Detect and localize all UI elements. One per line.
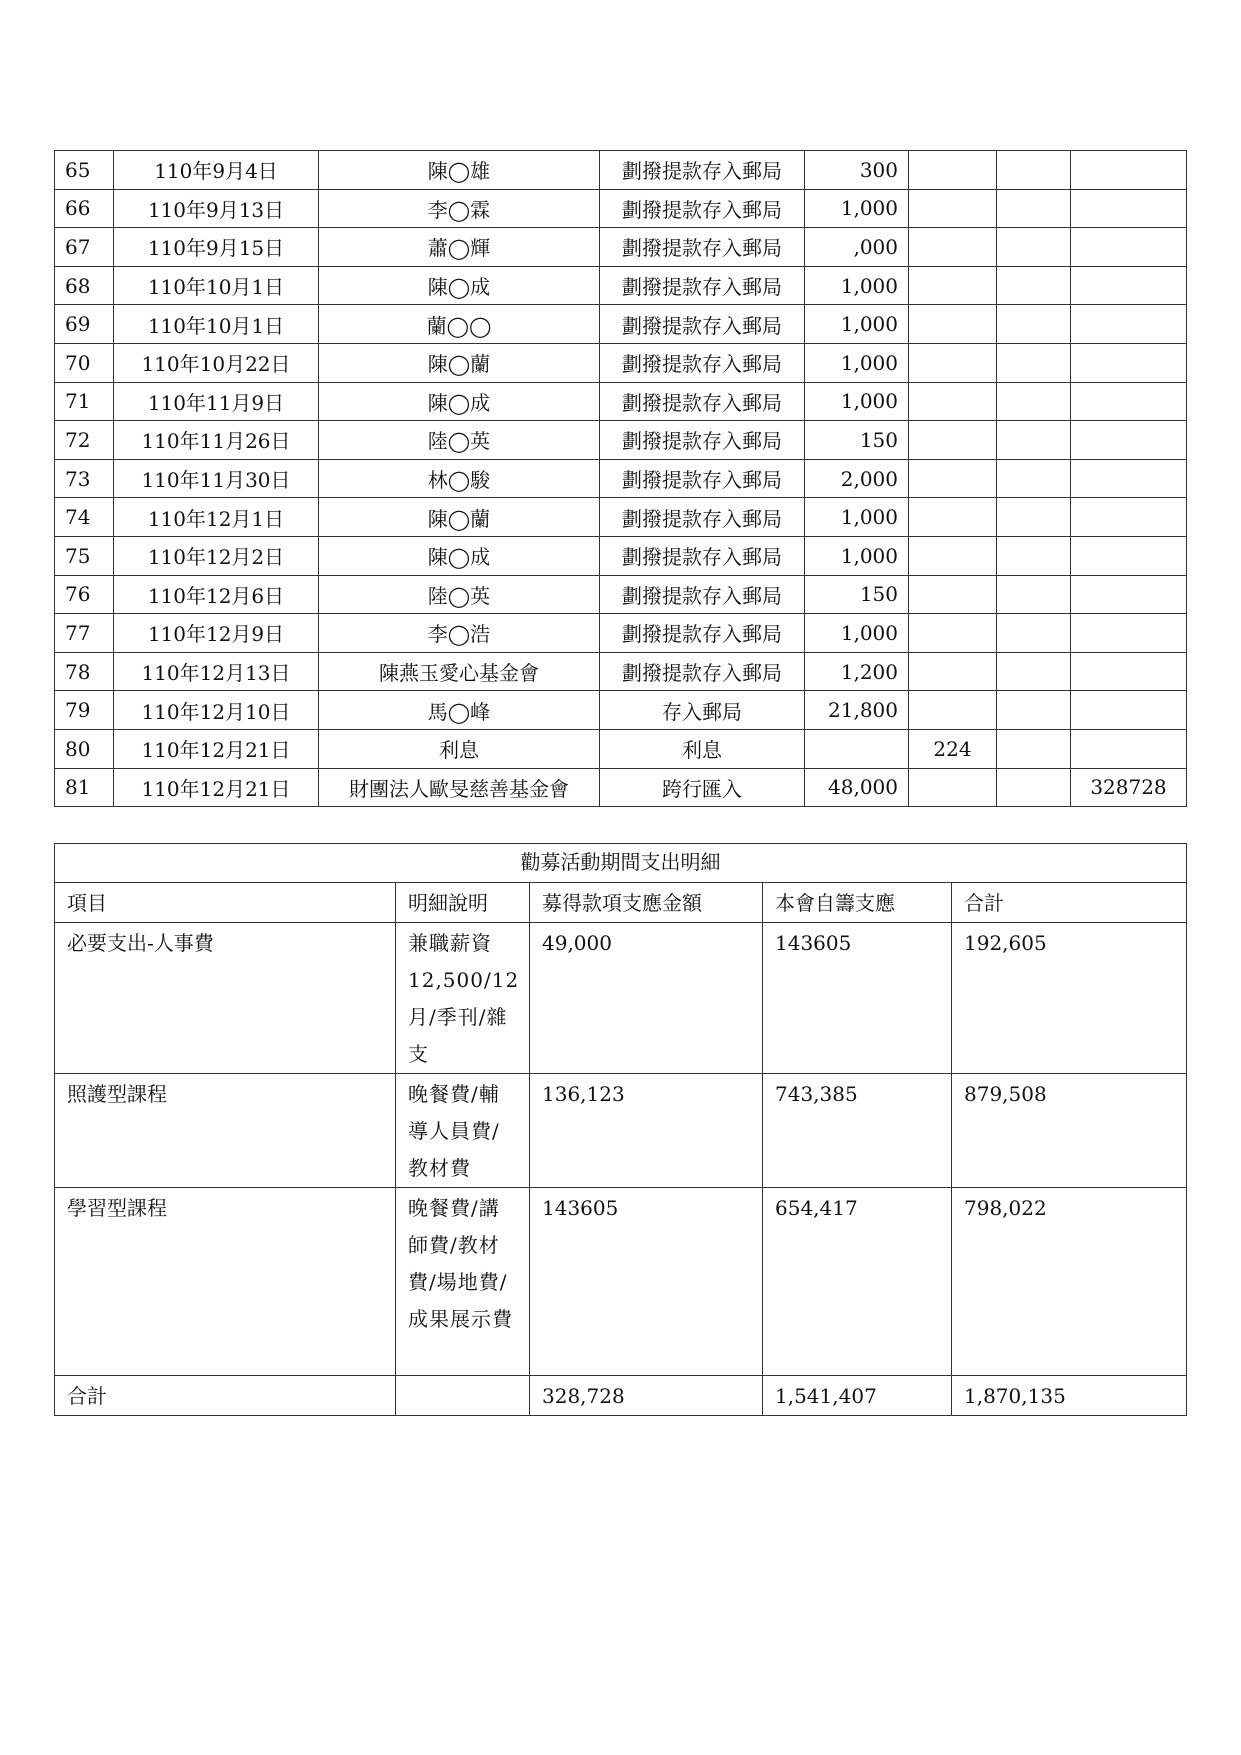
- donor-name: 陳燕玉愛心基金會: [319, 652, 600, 691]
- donor-name: 陳◯蘭: [319, 343, 600, 382]
- running-total: [1071, 614, 1187, 653]
- donation-date: 110年12月10日: [114, 691, 319, 730]
- table-row: [55, 382, 1187, 421]
- expense-row: [55, 1074, 1187, 1188]
- interest-amount: [909, 498, 997, 537]
- expense-table: [54, 843, 1187, 1416]
- interest-amount: [909, 305, 997, 344]
- payment-method: 劃撥提款存入郵局: [600, 189, 805, 228]
- interest-amount: [909, 652, 997, 691]
- blank-cell: [997, 459, 1071, 498]
- payment-method: 利息: [600, 729, 805, 768]
- donor-name: 陳◯成: [319, 266, 600, 305]
- payment-method: 劃撥提款存入郵局: [600, 228, 805, 267]
- table-row: [55, 189, 1187, 228]
- expense-desc: 晚餐費/講師費/教材費/場地費/成果展示費: [396, 1188, 530, 1376]
- table-row: [55, 768, 1187, 807]
- blank-cell: [997, 266, 1071, 305]
- payment-method: 劃撥提款存入郵局: [600, 343, 805, 382]
- donation-amount: 21,800: [805, 691, 909, 730]
- donation-number: 69: [55, 305, 114, 344]
- blank-cell: [997, 652, 1071, 691]
- donation-number: 74: [55, 498, 114, 537]
- donation-date: 110年12月9日: [114, 614, 319, 653]
- payment-method: 劃撥提款存入郵局: [600, 421, 805, 460]
- blank-cell: [997, 498, 1071, 537]
- blank-cell: [997, 228, 1071, 267]
- running-total: [1071, 498, 1187, 537]
- donation-number: 68: [55, 266, 114, 305]
- donation-amount: 1,000: [805, 614, 909, 653]
- donation-number: 76: [55, 575, 114, 614]
- payment-method: 劃撥提款存入郵局: [600, 459, 805, 498]
- interest-amount: [909, 614, 997, 653]
- blank-cell: [997, 536, 1071, 575]
- donation-date: 110年11月26日: [114, 421, 319, 460]
- donation-number: 71: [55, 382, 114, 421]
- running-total: [1071, 729, 1187, 768]
- expense-item: 照護型課程: [55, 1074, 396, 1188]
- interest-amount: [909, 266, 997, 305]
- expense-desc: 晚餐費/輔導人員費/教材費: [396, 1074, 530, 1188]
- running-total: [1071, 652, 1187, 691]
- table-row: [55, 652, 1187, 691]
- table-row: [55, 151, 1187, 190]
- running-total: [1071, 266, 1187, 305]
- header-desc: 明細說明: [396, 883, 530, 923]
- donation-date: 110年10月1日: [114, 305, 319, 344]
- expense-item: 學習型課程: [55, 1188, 396, 1376]
- expense-table-title: 勸募活動期間支出明細: [55, 844, 1187, 883]
- expense-header-row: [55, 883, 1187, 923]
- header-total: 合計: [952, 883, 1187, 923]
- interest-amount: [909, 151, 997, 190]
- donation-table: [54, 150, 1187, 807]
- donor-name: 蘭◯◯: [319, 305, 600, 344]
- table-row: [55, 421, 1187, 460]
- payment-method: 劃撥提款存入郵局: [600, 652, 805, 691]
- donor-name: 陸◯英: [319, 421, 600, 460]
- blank-cell: [997, 729, 1071, 768]
- expense-self: 654,417: [763, 1188, 952, 1376]
- donation-amount: [805, 729, 909, 768]
- donation-number: 78: [55, 652, 114, 691]
- donation-date: 110年12月21日: [114, 729, 319, 768]
- donation-date: 110年11月30日: [114, 459, 319, 498]
- donor-name: 陳◯成: [319, 536, 600, 575]
- interest-amount: [909, 459, 997, 498]
- total-grand: 1,870,135: [952, 1376, 1187, 1416]
- donation-date: 110年12月21日: [114, 768, 319, 807]
- table-row: [55, 536, 1187, 575]
- running-total: [1071, 305, 1187, 344]
- total-raised: 328,728: [530, 1376, 763, 1416]
- table-row: [55, 729, 1187, 768]
- running-total: [1071, 151, 1187, 190]
- interest-amount: 224: [909, 729, 997, 768]
- payment-method: 跨行匯入: [600, 768, 805, 807]
- donation-amount: 1,000: [805, 266, 909, 305]
- donation-date: 110年9月15日: [114, 228, 319, 267]
- table-row: [55, 614, 1187, 653]
- blank-cell: [997, 421, 1071, 460]
- running-total: [1071, 343, 1187, 382]
- running-total: [1071, 421, 1187, 460]
- donor-name: 蕭◯輝: [319, 228, 600, 267]
- running-total: [1071, 691, 1187, 730]
- expense-raised: 143605: [530, 1188, 763, 1376]
- donation-number: 75: [55, 536, 114, 575]
- blank-cell: [997, 768, 1071, 807]
- total-label: 合計: [55, 1376, 396, 1416]
- donor-name: 李◯霖: [319, 189, 600, 228]
- donation-number: 79: [55, 691, 114, 730]
- donor-name: 陳◯雄: [319, 151, 600, 190]
- table-row: [55, 305, 1187, 344]
- donation-date: 110年10月22日: [114, 343, 319, 382]
- payment-method: 劃撥提款存入郵局: [600, 614, 805, 653]
- header-self: 本會自籌支應: [763, 883, 952, 923]
- donation-date: 110年12月2日: [114, 536, 319, 575]
- blank-cell: [997, 305, 1071, 344]
- interest-amount: [909, 343, 997, 382]
- header-raised: 募得款項支應金額: [530, 883, 763, 923]
- donation-date: 110年12月1日: [114, 498, 319, 537]
- running-total: [1071, 228, 1187, 267]
- donor-name: 馬◯峰: [319, 691, 600, 730]
- running-total: 328728: [1071, 768, 1187, 807]
- donation-amount: 1,000: [805, 305, 909, 344]
- table-row: [55, 266, 1187, 305]
- payment-method: 劃撥提款存入郵局: [600, 305, 805, 344]
- expense-desc: 兼職薪資12,500/12月/季刊/雜支: [396, 923, 530, 1074]
- donation-amount: 1,000: [805, 536, 909, 575]
- donation-number: 73: [55, 459, 114, 498]
- blank-cell: [997, 382, 1071, 421]
- expense-raised: 49,000: [530, 923, 763, 1074]
- table-row: [55, 498, 1187, 537]
- interest-amount: [909, 228, 997, 267]
- donation-date: 110年9月13日: [114, 189, 319, 228]
- donation-number: 81: [55, 768, 114, 807]
- payment-method: 劃撥提款存入郵局: [600, 498, 805, 537]
- donation-date: 110年12月6日: [114, 575, 319, 614]
- donor-name: 財團法人歐旻慈善基金會: [319, 768, 600, 807]
- running-total: [1071, 382, 1187, 421]
- interest-amount: [909, 382, 997, 421]
- donor-name: 陸◯英: [319, 575, 600, 614]
- interest-amount: [909, 768, 997, 807]
- donation-number: 77: [55, 614, 114, 653]
- interest-amount: [909, 421, 997, 460]
- table-row: [55, 343, 1187, 382]
- expense-row: [55, 1188, 1187, 1376]
- interest-amount: [909, 536, 997, 575]
- donation-amount: 2,000: [805, 459, 909, 498]
- table-row: [55, 459, 1187, 498]
- donation-number: 66: [55, 189, 114, 228]
- payment-method: 存入郵局: [600, 691, 805, 730]
- donation-date: 110年9月4日: [114, 151, 319, 190]
- donation-amount: 1,000: [805, 382, 909, 421]
- donation-amount: 1,000: [805, 343, 909, 382]
- donor-name: 林◯駿: [319, 459, 600, 498]
- interest-amount: [909, 189, 997, 228]
- donation-amount: 300: [805, 151, 909, 190]
- blank-cell: [997, 343, 1071, 382]
- donation-amount: 150: [805, 575, 909, 614]
- payment-method: 劃撥提款存入郵局: [600, 266, 805, 305]
- running-total: [1071, 189, 1187, 228]
- total-desc: [396, 1376, 530, 1416]
- header-item: 項目: [55, 883, 396, 923]
- running-total: [1071, 536, 1187, 575]
- donation-number: 70: [55, 343, 114, 382]
- donation-amount: 150: [805, 421, 909, 460]
- donation-amount: ,000: [805, 228, 909, 267]
- table-row: [55, 691, 1187, 730]
- running-total: [1071, 459, 1187, 498]
- donor-name: 陳◯蘭: [319, 498, 600, 537]
- expense-self: 143605: [763, 923, 952, 1074]
- donor-name: 李◯浩: [319, 614, 600, 653]
- expense-self: 743,385: [763, 1074, 952, 1188]
- donation-amount: 48,000: [805, 768, 909, 807]
- interest-amount: [909, 691, 997, 730]
- payment-method: 劃撥提款存入郵局: [600, 575, 805, 614]
- expense-row: [55, 923, 1187, 1074]
- donor-name: 陳◯成: [319, 382, 600, 421]
- payment-method: 劃撥提款存入郵局: [600, 382, 805, 421]
- donation-date: 110年12月13日: [114, 652, 319, 691]
- expense-total: 798,022: [952, 1188, 1187, 1376]
- blank-cell: [997, 151, 1071, 190]
- interest-amount: [909, 575, 997, 614]
- donation-number: 72: [55, 421, 114, 460]
- expense-total: 192,605: [952, 923, 1187, 1074]
- blank-cell: [997, 614, 1071, 653]
- table-row: [55, 228, 1187, 267]
- donation-number: 67: [55, 228, 114, 267]
- blank-cell: [997, 575, 1071, 614]
- donation-number: 80: [55, 729, 114, 768]
- donation-date: 110年10月1日: [114, 266, 319, 305]
- donation-amount: 1,000: [805, 189, 909, 228]
- running-total: [1071, 575, 1187, 614]
- donation-amount: 1,000: [805, 498, 909, 537]
- expense-total-row: [55, 1376, 1187, 1416]
- table-row: [55, 575, 1187, 614]
- blank-cell: [997, 691, 1071, 730]
- donation-number: 65: [55, 151, 114, 190]
- total-self: 1,541,407: [763, 1376, 952, 1416]
- payment-method: 劃撥提款存入郵局: [600, 151, 805, 190]
- expense-raised: 136,123: [530, 1074, 763, 1188]
- donor-name: 利息: [319, 729, 600, 768]
- donation-amount: 1,200: [805, 652, 909, 691]
- expense-total: 879,508: [952, 1074, 1187, 1188]
- payment-method: 劃撥提款存入郵局: [600, 536, 805, 575]
- blank-cell: [997, 189, 1071, 228]
- expense-item: 必要支出-人事費: [55, 923, 396, 1074]
- donation-date: 110年11月9日: [114, 382, 319, 421]
